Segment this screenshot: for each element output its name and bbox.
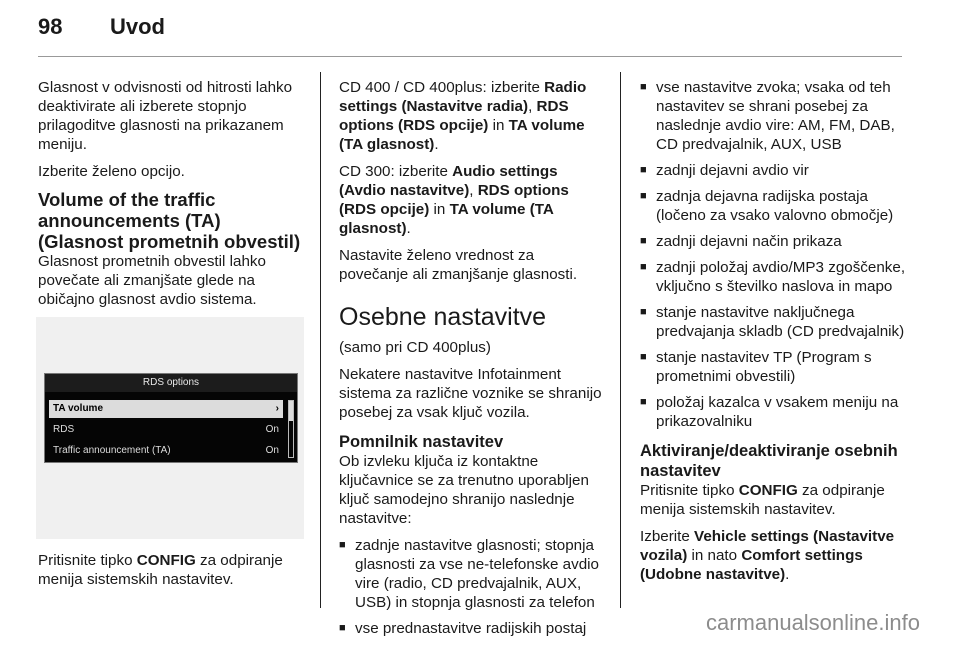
column-2 bbox=[339, 78, 607, 645]
paragraph bbox=[339, 162, 607, 238]
paragraph: (samo pri CD 400plus) bbox=[339, 339, 491, 356]
chevron-right-icon: › bbox=[275, 403, 279, 414]
list-item: ■ zadnje nastavitve glasnosti; stopnja glasnosti za vse ne-telefonske avdio vire (radio, CD predvajalnik, AUX, USB) in stopnja glasnosti za telefon bbox=[339, 536, 607, 612]
display-screenshot bbox=[36, 317, 304, 539]
list-item: ■ položaj kazalca v vsakem meniju na prikazovalniku bbox=[640, 393, 906, 431]
list-item: ■ vse prednastavitve radijskih postaj bbox=[339, 619, 607, 638]
menu-path: Audio settings (Avdio nastavitve) bbox=[339, 163, 558, 199]
key-name: CONFIG bbox=[136, 552, 196, 569]
column-divider bbox=[320, 72, 321, 608]
column-divider bbox=[620, 72, 621, 608]
chapter-title: Uvod bbox=[110, 14, 165, 39]
menu-path: TA volume (TA glasnost) bbox=[339, 201, 554, 237]
scrollbar[interactable] bbox=[288, 400, 294, 458]
column-1 bbox=[38, 78, 304, 597]
menu-item-label: Traffic announcement (TA) bbox=[53, 445, 171, 456]
paragraph: Izberite želeno opcijo. bbox=[38, 163, 185, 180]
text: in nato bbox=[687, 547, 742, 564]
menu-item-ta-volume[interactable] bbox=[49, 400, 283, 418]
section-heading: Volume of the traffic announcements (TA) (Glasnost prometnih obvestil) bbox=[38, 189, 301, 252]
text: , bbox=[528, 98, 537, 115]
page-number: 98 bbox=[38, 14, 63, 39]
list-item: ■ stanje nastavitev TP (Program s prometnimi obvestili) bbox=[640, 348, 906, 386]
list-item: ■ zadnja dejavna radijska postaja (ločeno za vsako valovno območje) bbox=[640, 187, 906, 225]
text: in bbox=[429, 201, 450, 218]
list-item: ■ zadnji položaj avdio/MP3 zgoščenke, vključno s številko naslova in mapo bbox=[640, 258, 906, 296]
column-3 bbox=[640, 78, 906, 592]
bullet-list bbox=[640, 78, 906, 431]
paragraph: Ob izvleku ključa iz kontaktne ključavnice se za trenutno uporabljen ključ samodejno shranijo naslednje nastavitve: bbox=[339, 453, 589, 527]
menu-path: TA volume (TA glasnost) bbox=[339, 117, 585, 153]
page-header bbox=[38, 14, 165, 54]
list-item: ■ stanje nastavitve naključnega predvajanja skladb (CD predvajalnik) bbox=[640, 303, 906, 341]
subsection-heading: Pomnilnik nastavitev bbox=[339, 433, 504, 451]
paragraph: Glasnost prometnih obvestil lahko povečate ali zmanjšate glede na običajno glasnost avdio sistema. bbox=[38, 253, 266, 308]
text: Izberite bbox=[640, 528, 695, 545]
subsection-heading: Aktiviranje/deaktiviranje osebnih nastavitev bbox=[640, 442, 898, 480]
paragraph: Nekatere nastavitve Infotainment sistema za različne voznike se shranijo posebej za vsak ključ vozila. bbox=[339, 366, 602, 421]
menu-path: RDS options (RDS opcije) bbox=[339, 98, 569, 134]
text: za odpiranje menija sistemskih nastavitev. bbox=[38, 552, 283, 588]
text: Pritisnite tipko bbox=[640, 482, 739, 499]
rds-options-screen bbox=[44, 373, 298, 463]
header-divider bbox=[38, 56, 902, 57]
key-name: CONFIG bbox=[738, 482, 798, 499]
menu-path: Radio settings (Nastavitve radia) bbox=[339, 79, 587, 115]
text: . bbox=[434, 136, 439, 153]
text: za odpiranje menija sistemskih nastavitev. bbox=[640, 482, 885, 518]
list-item: ■ zadnji dejavni avdio vir bbox=[640, 161, 906, 180]
menu-path: RDS options (RDS opcije) bbox=[339, 182, 569, 218]
menu-path: Vehicle settings (Nastavitve vozila) bbox=[640, 528, 895, 564]
paragraph: Glasnost v odvisnosti od hitrosti lahko deaktivirate ali izberete stopnjo prilagoditve glasnosti na prikazanem meniju. bbox=[38, 79, 293, 153]
text: , bbox=[469, 182, 478, 199]
bullet-list bbox=[339, 536, 607, 638]
text: CD 400 / CD 400plus: izberite bbox=[339, 79, 545, 96]
paragraph bbox=[640, 527, 906, 584]
text: CD 300: izberite bbox=[339, 163, 453, 180]
menu-item-traffic-announcement[interactable] bbox=[49, 442, 283, 460]
menu-item-value: On bbox=[265, 424, 279, 435]
menu-path: Comfort settings (Udobne nastavitve) bbox=[640, 547, 863, 583]
list-item: ■ zadnji dejavni način prikaza bbox=[640, 232, 906, 251]
chapter-heading: Osebne nastavitve bbox=[339, 303, 547, 331]
text: . bbox=[785, 566, 790, 583]
paragraph bbox=[640, 481, 906, 519]
paragraph bbox=[38, 551, 304, 589]
scrollbar-thumb[interactable] bbox=[289, 401, 293, 421]
text: . bbox=[406, 220, 411, 237]
menu-item-rds[interactable] bbox=[49, 421, 283, 439]
watermark: carmanualsonline.info bbox=[705, 610, 920, 635]
menu-item-label: RDS bbox=[53, 424, 75, 435]
menu-item-value: On bbox=[265, 445, 279, 456]
menu-item-label: TA volume bbox=[53, 403, 104, 414]
text: Pritisnite tipko bbox=[38, 552, 137, 569]
screen-title: RDS options bbox=[45, 374, 297, 392]
list-item: ■ vse nastavitve zvoka; vsaka od teh nastavitev se shrani posebej za naslednje avdio vire: AM, FM, DAB, CD predvajalnik, AUX, USB bbox=[640, 78, 906, 154]
paragraph bbox=[339, 78, 607, 154]
text: in bbox=[488, 117, 509, 134]
paragraph: Nastavite želeno vrednost za povečanje ali zmanjšanje glasnosti. bbox=[339, 247, 578, 283]
